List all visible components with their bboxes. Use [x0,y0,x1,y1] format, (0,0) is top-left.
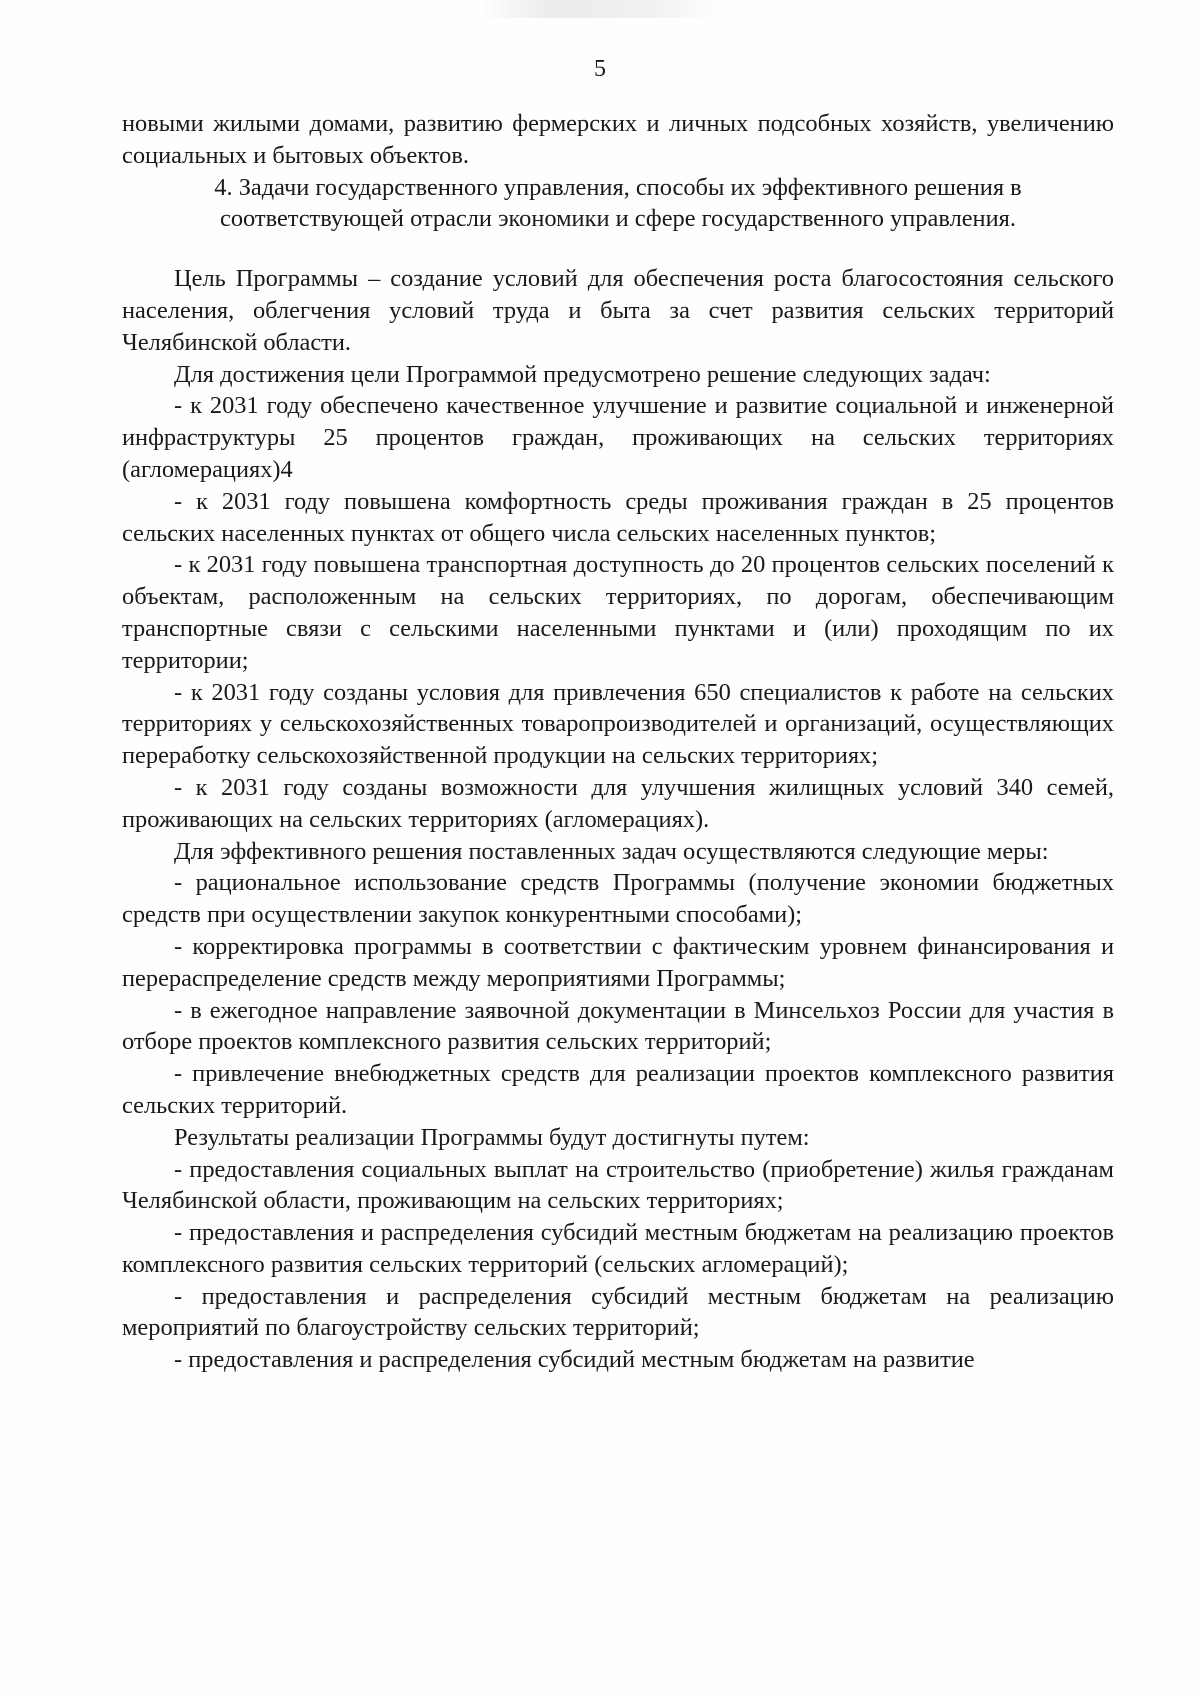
task-item: - к 2031 году повышена транспортная доступность до 20 процентов сельских поселений к объектам, расположенным на сельских территориях, по дорогам, обеспечивающим транспортные связи с сельскими населенными пунктами и (или) проходящим по их территории; [122,551,1114,674]
spacer [122,235,1114,263]
result-item: - предоставления и распределения субсидий местным бюджетам на реализацию мероприятий по благоустройству сельских территорий; [122,1282,1114,1342]
document-body [122,108,1114,1376]
measure-item: - рациональное использование средств Программы (получение экономии бюджетных средств при осуществлении закупок конкурентными способами); [122,869,1114,929]
measure-item: - корректировка программы в соответствии с фактическим уровнем финансирования и перераспределение средств между мероприятиями Программы; [122,932,1114,992]
task-item: - к 2031 году повышена комфортность среды проживания граждан в 25 процентов сельских населенных пунктах от общего числа сельских населенных пунктов; [122,487,1114,547]
measures-intro: Для эффективного решения поставленных задач осуществляются следующие меры: [174,837,1049,865]
measure-item: - в ежегодное направление заявочной документации в Минсельхоз России для участия в отборе проектов комплексного развития сельских территорий; [122,996,1114,1056]
task-item: - к 2031 году созданы возможности для улучшения жилищных условий 340 семей, проживающих на сельских территориях (агломерациях). [122,773,1114,833]
continuation-paragraph: новыми жилыми домами, развитию фермерских и личных подсобных хозяйств, увеличению социальных и бытовых объектов. [122,110,1114,169]
task-item: - к 2031 году обеспечено качественное улучшение и развитие социальной и инженерной инфраструктуры 25 процентов граждан, проживающих на сельских территориях (агломерациях)4 [122,392,1114,483]
tasks-intro: Для достижения цели Программой предусмотрено решение следующих задач: [174,360,991,388]
goal-paragraph: Цель Программы – создание условий для обеспечения роста благосостояния сельского населения, облегчения условий труда и быта за счет развития сельских территорий Челябинской области. [122,265,1114,356]
result-item: - предоставления социальных выплат на строительство (приобретение) жилья гражданам Челябинской области, проживающим на сельских территориях; [122,1155,1114,1215]
measure-item: - привлечение внебюджетных средств для реализации проектов комплексного развития сельских территорий. [122,1060,1114,1119]
result-item: - предоставления и распределения субсидий местным бюджетам на развитие [174,1346,975,1374]
results-intro: Результаты реализации Программы будут достигнуты путем: [174,1123,810,1151]
result-item: - предоставления и распределения субсидий местным бюджетам на реализацию проектов комплексного развития сельских территорий (сельских агломераций); [122,1219,1114,1278]
task-item: - к 2031 году созданы условия для привлечения 650 специалистов к работе на сельских территориях у сельскохозяйственных товаропроизводителей и организаций, осуществляющих переработку сельскохозяйственной продукции на сельских территориях; [122,678,1114,770]
section-heading: 4. Задачи государственного управления, способы их эффективного решения в соответствующей отрасли экономики и сфере государственного управления. [214,173,1022,233]
page-number: 5 [594,56,606,82]
scan-artifact [480,0,720,18]
